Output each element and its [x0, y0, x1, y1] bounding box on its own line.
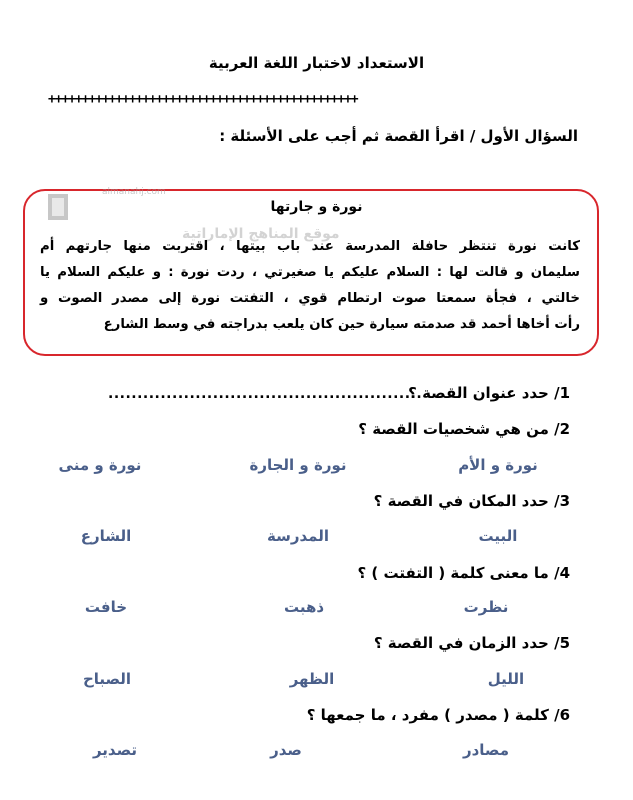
option-5a[interactable]: الليل	[487, 670, 525, 688]
story-line: كانت نورة تنتظر حافلة المدرسة عند باب بيتها ، اقتربت منها جارتهم أم	[40, 239, 580, 254]
question-2: 2/ من هي شخصيات القصة ؟	[358, 420, 570, 438]
story-line: رأت أخاها أحمد قد صدمته سيارة حين كان يلعب بدراجته في وسط الشارع	[103, 317, 580, 332]
option-5c[interactable]: الصباح	[82, 670, 132, 688]
option-6c[interactable]: تصدير	[92, 741, 138, 759]
option-5b[interactable]: الظهر	[289, 670, 335, 688]
option-6b[interactable]: صدر	[270, 741, 302, 759]
question-5: 5/ حدد الزمان في القصة ؟	[373, 634, 570, 652]
question-6: 6/ كلمة ( مصدر ) مفرد ، ما جمعها ؟	[306, 706, 570, 724]
option-2c[interactable]: نورة و منى	[58, 456, 142, 474]
option-2a[interactable]: نورة و الأم	[458, 456, 538, 474]
section-heading: السؤال الأول / اقرأ القصة ثم أجب على الأسئلة :	[219, 127, 578, 145]
story-line: سليمان و قالت لها : السلام عليكم يا صغيرتي ، ردت نورة : و عليكم السلام يا	[40, 265, 580, 280]
story-text	[40, 234, 580, 338]
separator-line: ++++++++++++++++++++++++++++++++++++++++++++++	[48, 92, 358, 107]
watermark-label: موقع المناهج الإماراتية	[182, 226, 340, 242]
option-4b[interactable]: ذهبت	[283, 598, 325, 616]
option-4a[interactable]: نظرت	[463, 598, 509, 616]
question-4: 4/ ما معنى كلمة ( التفتت ) ؟	[357, 564, 570, 582]
option-3a[interactable]: البيت	[478, 527, 518, 545]
question-1: 1/ حدد عنوان القصة ؟	[408, 384, 570, 402]
page-title: الاستعداد لاختبار اللغة العربية	[208, 54, 425, 72]
story-title: نورة و جارتها	[270, 199, 363, 215]
option-4c[interactable]: خافت	[84, 598, 128, 616]
option-6a[interactable]: مصادر	[462, 741, 510, 759]
option-2b[interactable]: نورة و الجارة	[249, 456, 347, 474]
option-3b[interactable]: المدرسة	[267, 527, 329, 545]
answer-line: ......................................................	[108, 386, 423, 402]
question-3: 3/ حدد المكان في القصة ؟	[373, 492, 570, 510]
story-line: خالتي ، فجأة سمعتا صوت ارتطام قوي ، التفتت نورة إلى مصدر الصوت و	[40, 291, 580, 306]
watermark-site: almanahj.com	[102, 187, 166, 197]
option-3c[interactable]: الشارع	[80, 527, 132, 545]
